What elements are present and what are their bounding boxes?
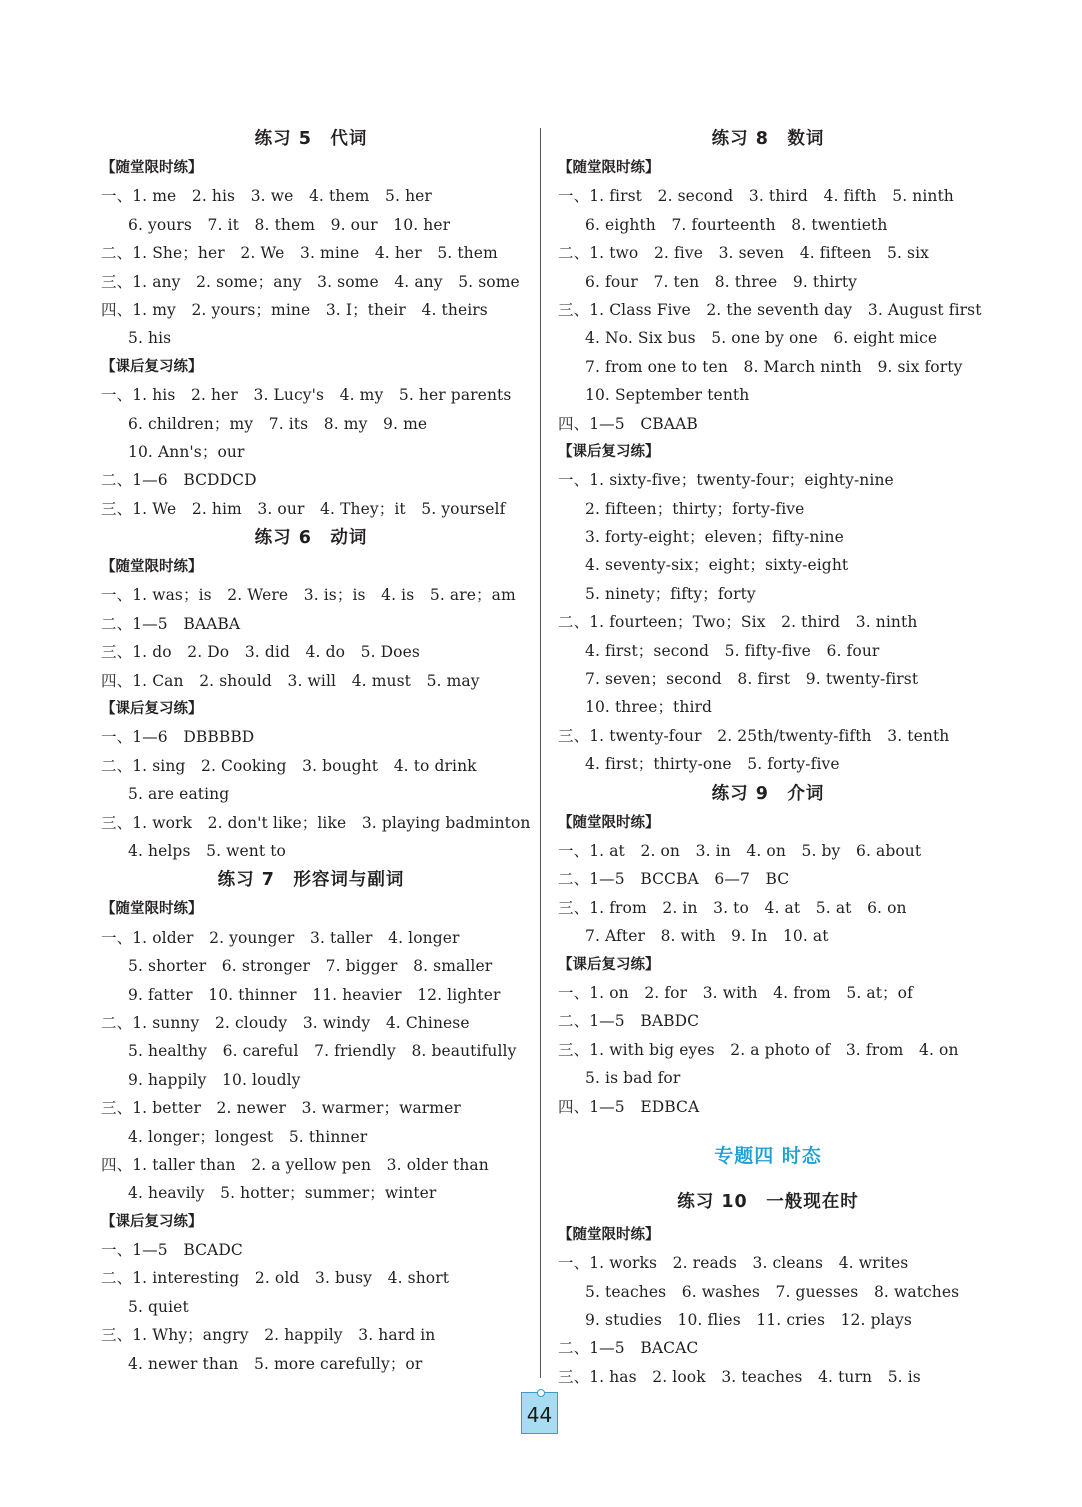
subsection-after-class: 【课后复习练】 xyxy=(558,443,660,460)
answer-line: 4. No. Six bus 5. one by one 6. eight mice xyxy=(585,329,938,348)
answer-line: 4. heavily 5. hotter；summer；winter xyxy=(128,1184,437,1203)
answer-line: 10. three；third xyxy=(585,698,713,717)
answer-line: 一、1. me 2. his 3. we 4. them 5. her xyxy=(101,187,432,206)
answer-line: 6. eighth 7. fourteenth 8. twentieth xyxy=(585,215,888,234)
subsection-after-class: 【课后复习练】 xyxy=(558,956,660,973)
answer-line: 四、1—5 CBAAB xyxy=(558,414,698,433)
topic-heading: 专题四 时态 xyxy=(714,1144,822,1167)
answer-line: 5. shorter 6. stronger 7. bigger 8. smaller xyxy=(128,957,493,976)
answer-line: 一、1. on 2. for 3. with 4. from 5. at；of xyxy=(558,983,913,1002)
answer-line: 5. are eating xyxy=(128,785,230,804)
answer-line: 7. After 8. with 9. In 10. at xyxy=(585,927,829,946)
answer-line: 4. helps 5. went to xyxy=(128,841,286,860)
answer-line: 5. teaches 6. washes 7. guesses 8. watches xyxy=(585,1282,960,1301)
answer-line: 7. from one to ten 8. March ninth 9. six forty xyxy=(585,357,963,376)
section-title-exercise-10: 练习 10 一般现在时 xyxy=(677,1191,859,1212)
answer-line: 四、1. taller than 2. a yellow pen 3. older than xyxy=(101,1155,489,1174)
page-tab-dot-icon xyxy=(537,1389,545,1397)
answer-line: 9. studies 10. flies 11. cries 12. plays xyxy=(585,1311,912,1330)
section-title-exercise-9: 练习 9 介词 xyxy=(711,783,825,804)
answer-line: 二、1. fourteen；Two；Six 2. third 3. ninth xyxy=(558,613,918,632)
answer-line: 9. fatter 10. thinner 11. heavier 12. lighter xyxy=(128,985,501,1004)
answer-line: 一、1. at 2. on 3. in 4. on 5. by 6. about xyxy=(558,841,922,860)
answer-line: 一、1—5 BCADC xyxy=(101,1241,243,1260)
answer-line: 一、1. his 2. her 3. Lucy's 4. my 5. her parents xyxy=(101,386,512,405)
subsection-in-class: 【随堂限时练】 xyxy=(101,559,203,576)
answer-line: 10. Ann's；our xyxy=(128,442,245,461)
section-title-exercise-7: 练习 7 形容词与副词 xyxy=(217,870,405,891)
answer-line: 四、1. my 2. yours；mine 3. I；their 4. theirs xyxy=(101,300,488,319)
answer-line: 三、1. do 2. Do 3. did 4. do 5. Does xyxy=(101,643,420,662)
answer-line: 二、1—6 BCDDCD xyxy=(101,471,257,490)
answer-line: 二、1—5 BACAC xyxy=(558,1339,699,1358)
answer-line: 三、1. work 2. don't like；like 3. playing badminton xyxy=(101,813,531,832)
right-column xyxy=(558,124,982,1391)
answer-line: 三、1. Class Five 2. the seventh day 3. August first xyxy=(558,300,982,319)
left-column xyxy=(101,124,531,1378)
answer-line: 4. newer than 5. more carefully；or xyxy=(128,1354,423,1373)
section-title-exercise-6: 练习 6 动词 xyxy=(254,528,368,549)
answer-line: 二、1. interesting 2. old 3. busy 4. short xyxy=(101,1269,450,1288)
subsection-after-class: 【课后复习练】 xyxy=(101,358,203,375)
subsection-in-class: 【随堂限时练】 xyxy=(101,160,203,176)
answer-line: 6. yours 7. it 8. them 9. our 10. her xyxy=(128,215,451,234)
answer-line: 三、1. twenty-four 2. 25th/twenty-fifth 3. tenth xyxy=(558,726,950,745)
answer-line: 四、1. Can 2. should 3. will 4. must 5. may xyxy=(101,671,480,690)
subsection-in-class: 【随堂限时练】 xyxy=(558,160,660,176)
answer-line: 二、1—5 BCCBA 6—7 BC xyxy=(558,870,790,889)
page-number: 44 xyxy=(526,1403,553,1427)
answer-line: 10. September tenth xyxy=(585,386,750,405)
answer-line: 二、1—5 BABDC xyxy=(558,1012,700,1031)
answer-line: 4. first；thirty-one 5. forty-five xyxy=(585,755,840,774)
answer-line: 二、1. two 2. five 3. seven 4. fifteen 5. six xyxy=(558,244,930,263)
answer-line: 二、1. sunny 2. cloudy 3. windy 4. Chinese xyxy=(101,1013,470,1032)
answer-line: 一、1. works 2. reads 3. cleans 4. writes xyxy=(558,1254,909,1273)
answer-line: 4. first；second 5. fifty-five 6. four xyxy=(585,641,880,660)
answer-line: 7. seven；second 8. first 9. twenty-first xyxy=(585,670,919,689)
answer-line: 四、1—5 EDBCA xyxy=(558,1097,700,1116)
answer-line: 4. longer；longest 5. thinner xyxy=(128,1127,368,1146)
subsection-in-class: 【随堂限时练】 xyxy=(558,814,660,831)
answer-line: 5. quiet xyxy=(128,1297,189,1316)
answer-line: 2. fifteen；thirty；forty-five xyxy=(585,499,805,518)
section-title-exercise-8: 练习 8 数词 xyxy=(711,129,825,149)
answer-line: 5. is bad for xyxy=(585,1069,681,1088)
answer-line: 三、1. Why；angry 2. happily 3. hard in xyxy=(101,1326,436,1345)
answer-line: 3. forty-eight；eleven；fifty-nine xyxy=(585,528,844,547)
answer-line: 一、1. sixty-five；twenty-four；eighty-nine xyxy=(558,471,894,490)
answer-line: 一、1—6 DBBBBD xyxy=(101,728,255,747)
section-title-exercise-5: 练习 5 代词 xyxy=(254,129,368,149)
answer-line: 二、1. sing 2. Cooking 3. bought 4. to drink xyxy=(101,756,477,775)
answer-line: 一、1. first 2. second 3. third 4. fifth 5. ninth xyxy=(558,187,954,206)
answer-line: 一、1. was；is 2. Were 3. is；is 4. is 5. are；am xyxy=(101,586,516,605)
answer-line: 三、1. from 2. in 3. to 4. at 5. at 6. on xyxy=(558,898,907,917)
answer-line: 三、1. has 2. look 3. teaches 4. turn 5. is xyxy=(558,1367,921,1386)
subsection-after-class: 【课后复习练】 xyxy=(101,1213,203,1230)
subsection-after-class: 【课后复习练】 xyxy=(101,701,203,718)
answer-line: 二、1—5 BAABA xyxy=(101,614,241,633)
answer-line: 三、1. better 2. newer 3. warmer；warmer xyxy=(101,1099,461,1118)
answer-line: 三、1. any 2. some；any 3. some 4. any 5. some xyxy=(101,272,520,291)
answer-line: 5. his xyxy=(128,329,172,348)
answer-line: 5. ninety；fifty；forty xyxy=(585,584,756,603)
subsection-in-class: 【随堂限时练】 xyxy=(558,1226,660,1243)
answer-line: 4. seventy-six；eight；sixty-eight xyxy=(585,556,849,575)
answer-line: 5. healthy 6. careful 7. friendly 8. beautifully xyxy=(128,1042,517,1061)
answer-line: 一、1. older 2. younger 3. taller 4. longer xyxy=(101,928,460,947)
answer-line: 6. four 7. ten 8. three 9. thirty xyxy=(585,272,858,291)
answer-line: 9. happily 10. loudly xyxy=(128,1070,301,1089)
subsection-in-class: 【随堂限时练】 xyxy=(101,901,203,918)
answer-line: 三、1. We 2. him 3. our 4. They；it 5. yourself xyxy=(101,499,506,518)
answer-line: 6. children；my 7. its 8. my 9. me xyxy=(128,414,428,433)
page-number-box xyxy=(521,1392,558,1434)
answer-line: 三、1. with big eyes 2. a photo of 3. from 4. on xyxy=(558,1040,959,1059)
column-divider xyxy=(540,128,541,1378)
answer-line: 二、1. She；her 2. We 3. mine 4. her 5. them xyxy=(101,244,498,263)
